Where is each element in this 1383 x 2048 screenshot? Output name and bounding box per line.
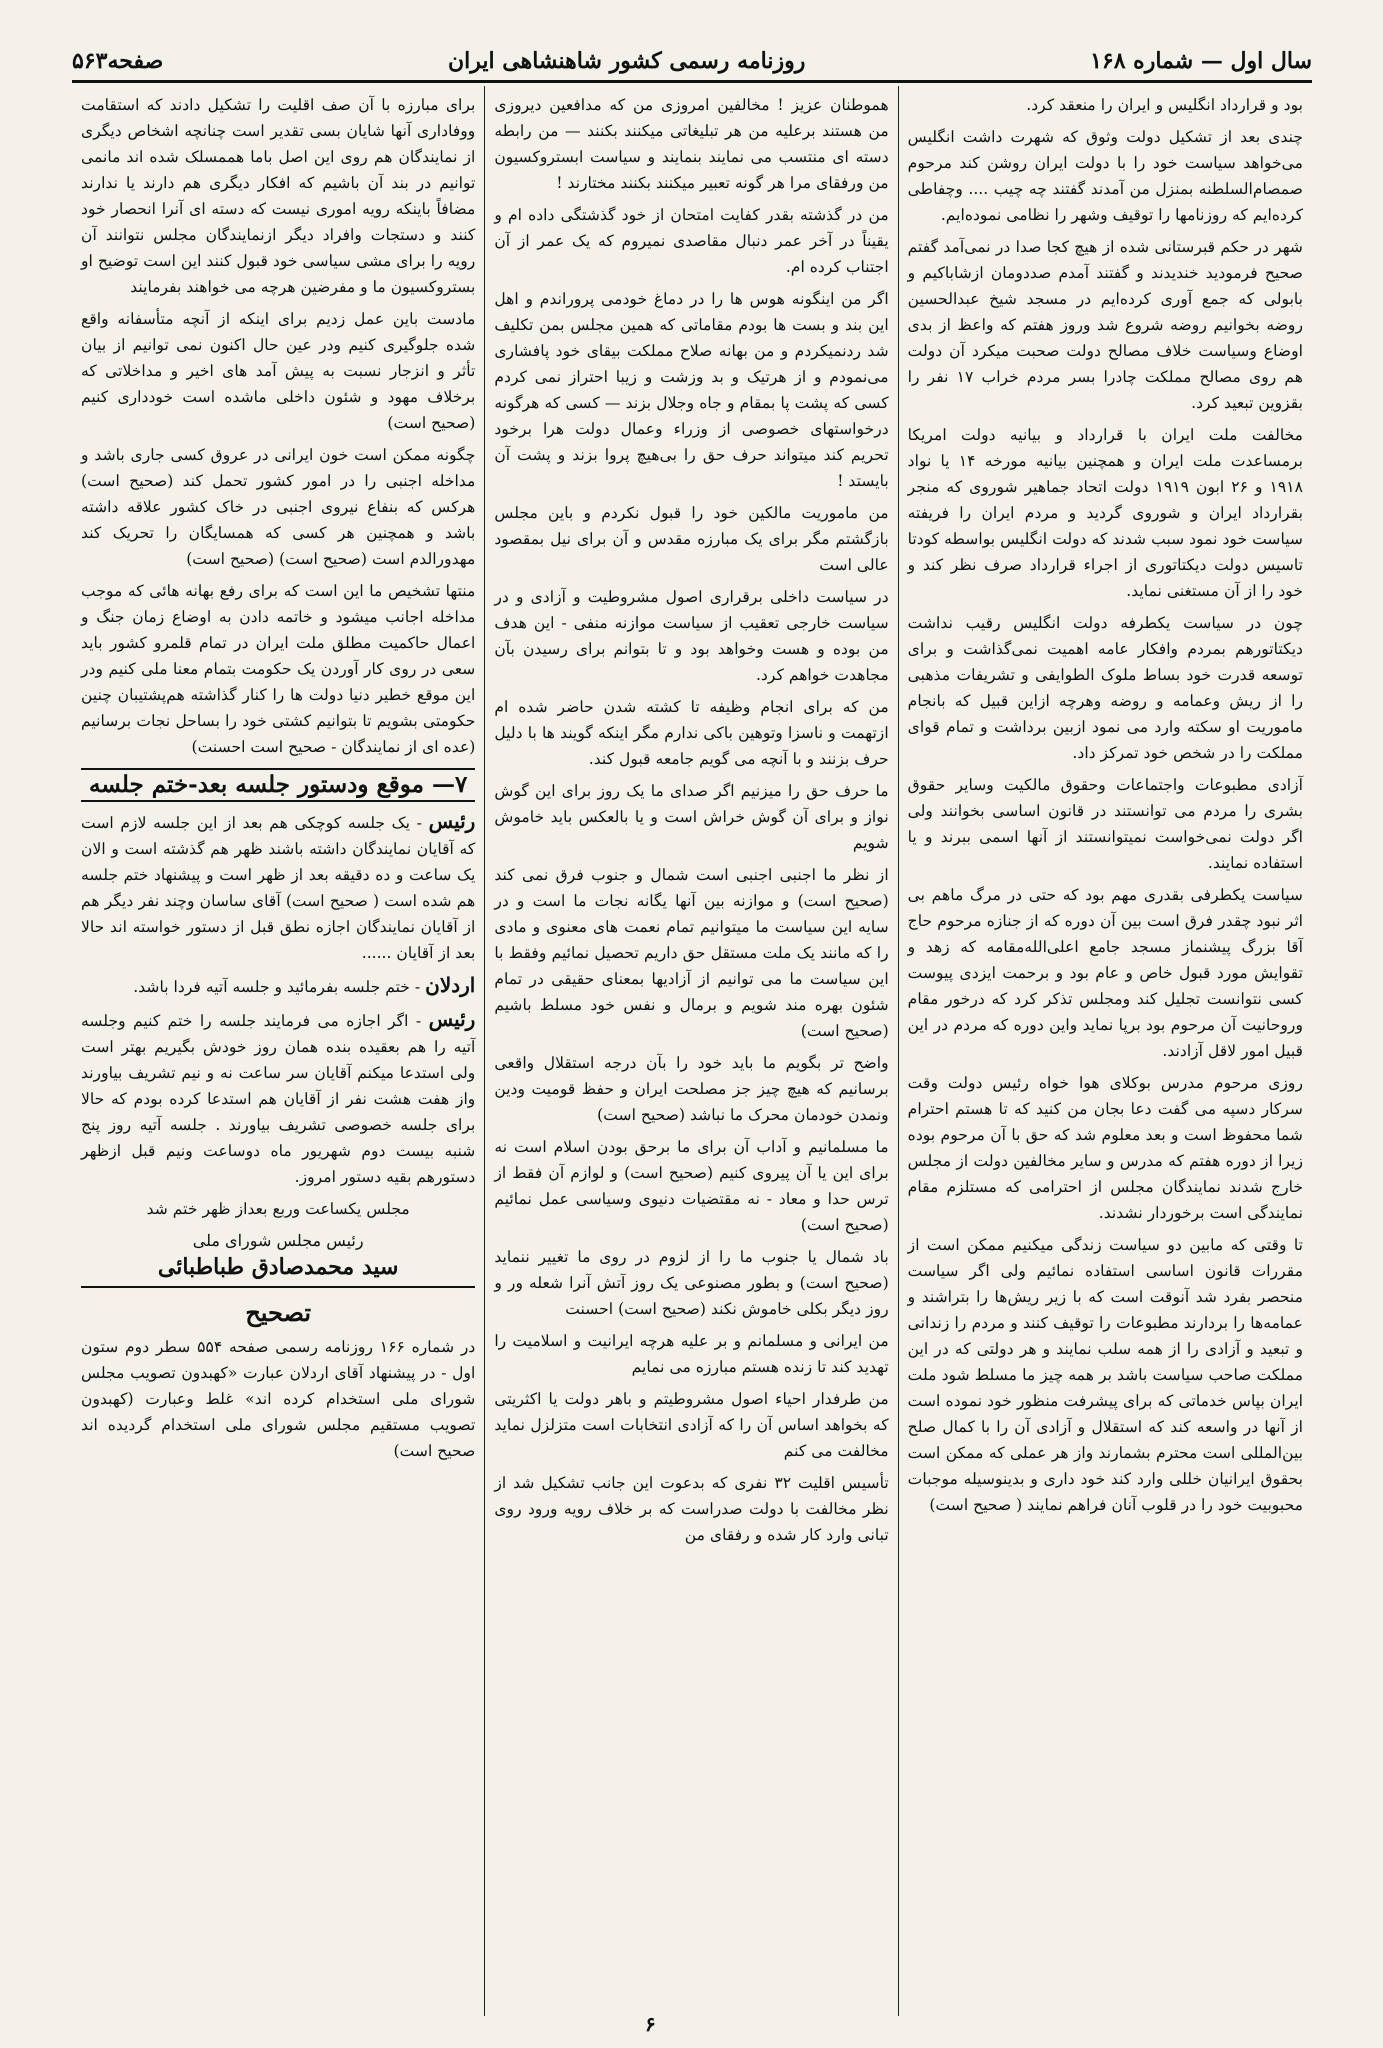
column-2 [485, 86, 898, 2016]
paragraph: ما حرف حق را میزنیم اگر صدای ما یک روز برای این گوش نواز و برای آن گوش خراش است و یا بالعکس باید خاموش شویم [494, 782, 889, 852]
speech [81, 808, 475, 966]
issue-info: سال اول — شماره ۱۶۸ [1090, 48, 1312, 74]
speech [81, 972, 475, 1000]
speaker-name: رئیس [428, 809, 476, 833]
paragraph: باد شمال یا جنوب ما را از لزوم در روی ما تغییر ننماید (صحیح است) و بطور مصنوعی یک روز آتش آنرا شعله ور و روز دیگر بکلی خاموش نکند (صحیح است) احسنت [494, 1248, 889, 1318]
signatory-name: سید محمدصادق طباطبائی [81, 1254, 475, 1288]
correction-title: تصحیح [245, 1298, 312, 1327]
text-columns [72, 86, 1312, 2016]
speaker-name: اردلان [425, 973, 476, 997]
speech-text: - یک جلسه کوچکی هم بعد از این جلسه لازم است که آقایان نمایندگان داشته باشند ظهر هم گذشته است و الان یک ساعت و ده دقیقه بعد از ظهر است و پیشنهاد ختم جلسه هم شده است ( صحیح است) آقای ساسان وچند نفر دیگر هم از آقایان نمایندگان اجازه نطق قبل از دستور خواسته اند حالا بعد از آقایان ...... [81, 814, 476, 962]
speech-text: - ختم جلسه بفرمائید و جلسه آتیه فردا باشد. [133, 978, 421, 996]
paragraph: شهر در حکم قبرستانی شده از هیچ کجا صدا در نمی‌آمد گفتم صحیح فرمودید خندیدند و گفتند آمدم صددومان ازشاباکیم و بابولی که جمع آوری کرده‌ایم در مسجد شیخ عبدالحسین روضه بخوانیم روضه شروع شد وروز هفتم که واعظ از بدی اوضاع وسیاست خلاف مصالح دولت صحبت میکرد آن دولت هم روی مصالح مملکت چادرا بسر مردم خراب ۱۷ نفر را بقزوین تبعید کرد. [907, 238, 1303, 412]
speech-text: - اگر اجازه می فرمایند جلسه را ختم کنیم وجلسه آتیه را هم بعقیده بنده همان روز خودش بگیریم بهتر است ولی استدعا میکنم آقایان سر ساعت نه و نیم تشریف بیاورند واز هفت هشت نفر از آقایان هم استدعا کرده بودم که حالا برای جلسه خصوصی تشریف بیاورند . جلسه آتیه روز پنج شنبه بیست دوم شهریور ماه دوساعت ونیم قبل ازظهر دستورهم بقیه دستور امروز. [81, 1012, 476, 1186]
paragraph: برای مبارزه با آن صف اقلیت را تشکیل دادند که استقامت ووفاداری آنها شایان بسی تقدیر است چنانچه اشخاص دیگری از نمایندگان هم روی این اصل باما هممسلک شده اند مانمی توانیم در بند آن باشیم که افکار دیگری هم دارند یا ندارند مضافاً باینکه رویه اموری نیست که دسته ای آنرا انحصار خود کنند و دستجات وافراد دیگر ازنمایندگان مجلس نتوانند آن رویه را برای مشی سیاسی خود قبول کنند این است توضیح او بستروکسیون ما و مفرضین هرچه می خواهند بفرمایند [81, 96, 476, 296]
paragraph: منتها تشخیص ما این است که برای رفع بهانه هائی که موجب مداخله اجانب میشود و خاتمه دادن به اوضاع زمان جنگ و اعمال حاکمیت مطلق ملت ایران در تمام قلمرو کشور باید سعی در روی کار آوردن یک حکومت بتمام معنا ملی کنیم ودر این موقع خطیر دنیا دولت ها را کنار گذاشته هم‌پشتیبان چنین حکومتی بشویم تا بتوانیم کشتی خود را بساحل نجات برسانیم (عده ای از نمایندگان - صحیح است احسنت) [81, 582, 476, 756]
speech [81, 1006, 475, 1190]
correction-text: در شماره ۱۶۶ روزنامه رسمی صفحه ۵۵۴ سطر دوم ستون اول - در پیشنهاد آقای اردلان عبارت «کهبدون تصویب مجلس شورای ملی استخدام کرده اند» غلط وعبارت (کهبدون تصویب مستقیم مجلس شورای ملی استخدام گردیده اند صحیح است) [81, 1338, 476, 1460]
newspaper-title: روزنامه رسمی کشور شاهنشاهی ایران [447, 48, 806, 74]
closing-note: مجلس یکساعت وربع بعداز ظهر ختم شد [146, 1200, 410, 1218]
section-heading: ۷— موقع ودستور جلسه بعد-ختم جلسه [81, 768, 475, 802]
paragraph: تأسیس اقلیت ۳۲ نفری که بدعوت این جانب تشکیل شد از نظر مخالفت با دولت صدراست که بر خلاف رویه ورود روی تبانی وارد کار شده و رفقای من [494, 1474, 889, 1544]
paragraph: چون در سیاست یکطرفه دولت انگلیس رقیب نداشت دیکتاتورهم بمردم وافکار عامه اهمیت نمی‌گذاشت و برای توسعه قدرت خود بساط ملوک الطوایفی و تشریفات مذهبی را از ریش وعمامه و روضه وهرچه ازاین قبیل که بانجام ماموریت او سکته وارد می نمود ازبین برداشت و تمام قوای مملکت را در شخص خود تمرکز داد. [907, 614, 1303, 762]
paragraph: مادست باین عمل زدیم برای اینکه از آنچه متأسفانه واقع شده جلوگیری کنیم ودر عین حال اکنون نمی توانیم از بیان تأثر و انزجار نسبت به پیش آمد های اخیر و مداخلاتی که برخلاف مهود و شئون داخلی ماشده است خودداری کنیم (صحیح است) [81, 310, 476, 432]
paragraph: چگونه ممکن است خون ایرانی در عروق کسی جاری باشد و مداخله اجنبی را در امور کشور تحمل کند (صحیح است) هرکس که بنفاع نیروی اجنبی در خاک کشور علاقه داشته باشد و همچنین هر کسی که همسایگان را تحریک کند مهدورالدم است (صحیح است) (صحیح است) [81, 446, 476, 568]
paragraph: تا وقتی که مابین دو سیاست زندگی میکنیم ممکن است از مقررات قانون اساسی استفاده نمائیم ولی اگر سیاست منحصر بفرد شد آنوقت است که با زیر ریش‌ها را بتراشند و عمامه‌ها را بردارند مطبوعات را توقیف کنند و مردم را زندانی و تبعید و آزادی را از همه سلب نمایند و هر دولتی که در این مملکت صاحب سیاست باشد بر همه چیز ما مسلط شود ملت ایران بپاس خدماتی که برای پیشرفت منظور خود نموده است از آنها در واسعه کند که استقلال و آزادی آن را با کمال صلح بین‌المللی است محترم بشمارند واز هر عملی که ممکن است بحقوق ایرانیان خللی وارد کند خود داری و بدینوسیله موجبات محبوبیت خود را در قلوب آنان فراهم نمایند ( صحیح است) [907, 1236, 1303, 1514]
paragraph: ما مسلمانیم و آداب آن برای ما برحق بودن اسلام است نه برای این یا آن پیروی کنیم (صحیح است) و لوازم آن فقط از ترس حدا و معاد - نه مقتضیات دنیوی وسیاسی عمل نمائیم (صحیح است) [494, 1138, 889, 1234]
column-3 [72, 86, 485, 2016]
paragraph: از نظر ما اجنبی اجنبی است شمال و جنوب فرق نمی کند (صحیح است) و موازنه بین آنها یگانه نجات ما است و در سایه این سیاست ما میتوانیم تمام نعمت های معنوی و مادی را که مانند یک ملت مستقل حق داریم تحصیل نمائیم وفقط با این سیاست ما می توانیم از آزادیها بمعنای حقیقی در تمام شئون بهره مند شویم و برمال و نفس خود مسلط باشیم (صحیح است) [494, 866, 889, 1040]
paragraph: روزی مرحوم مدرس بوکلای هوا خواه رئیس دولت وقت سرکار دسپه می گفت دعا بجان من کنید که تا هستم احترام شما محفوظ است و بعد معلوم شد که حق با آن مرحوم بوده زیرا از دوره هفتم که مدرس و سایر مخالفین دولت از مجلس خارج شدند نمایندگان مجلس از احترامی که مستلزم مقام نمایندگی است برخوردار نشدند. [907, 1074, 1303, 1222]
paragraph: اگر من اینگونه هوس ها را در دماغ خودمی پروراندم و اهل این بند و بست ها بودم مقاماتی که همین مجلس بمن تکلیف شد ردنمیکردم و من بهانه صلاح مملکت بیقای خود پافشاری می‌نمودم و از هرتیک و بد وزشت و زیبا احتراز نمی کردم کسی که پشت پا بمقام و جاه وجلال بزند — کسی که هرگونه درخواستهای خصوصی از وزراء وعمال دولت هرا برخود تحریم کند میتواند حرف حق را بی‌هیچ پروا بزند و پشت آن بایستد ! [494, 290, 889, 490]
column-1 [899, 86, 1312, 2016]
paragraph: من که برای انجام وظیفه تا کشته شدن حاضر شده ام ازتهمت و ناسزا وتوهین باکی ندارم مگر اینکه گویند ها با دلیل حرف بزنند و با آنچه می گویم جامعه قبول کند. [494, 698, 889, 768]
paragraph: در سیاست داخلی برقراری اصول مشروطیت و آزادی و در سیاست خارجی تعقیب از سیاست موازنه منفی - این هدف من بوده و هست وخواهد بود و تا بتوانم برای رسیدن بآن مجاهدت خواهم کرد. [494, 588, 889, 684]
paragraph: هموطنان عزیز ! مخالفین امروزی من که مدافعین دیروزی من هستند برعلیه من هر تبلیغاتی میکنند بکنند — من رابطه دسته ای منتسب می نمایند بنمایند و سیاست ابستروکسیون من ورفقای مرا هر گونه تعبیر میکنند بکنند مختارند ! [494, 96, 889, 192]
paragraph: آزادی مطبوعات واجتماعات وحقوق مالکیت وسایر حقوق بشری را مردم می توانستند در قانون اساسی بخوانند ولی اگر دولت نمی‌خواست نمیتوانستند از آنها اسمی ببرند و یا استفاده نمایند. [907, 776, 1303, 872]
paragraph: چندی بعد از تشکیل دولت وثوق که شهرت داشت انگلیس می‌خواهد سیاست خود را با دولت ایران روشن کند مرحوم صمصام‌السلطنه بمنزل من آمدند گفتند چه چیب .... وچفاطی کرده‌ایم که روزنامها را توقیف وشهر را نظامی نموده‌ایم. [907, 128, 1303, 224]
page-label: صفحه۵۶۳ [72, 48, 164, 74]
paragraph: من ماموریت مالکین خود را قبول نکردم و باین مجلس بازگشتم مگر برای یک مبارزه مقدس و آن برای نیل بمقصود عالی است [494, 504, 889, 574]
masthead [72, 28, 1312, 83]
signatory-role: رئیس مجلس شورای ملی [192, 1231, 364, 1250]
speaker-name: رئیس [428, 1007, 476, 1031]
page-number: ۶ [645, 2012, 656, 2036]
paragraph: من ایرانی و مسلمانم و بر علیه هرچه ایرانیت و اسلامیت را تهدید کند تا زنده هستم مبارزه می نمایم [494, 1332, 889, 1376]
paragraph: واضح تر بگویم ما باید خود را بآن درجه استقلال واقعی برسانیم که هیچ چیز جز مصلحت ایران و حفظ قومیت ودین ونمدن خودمان محرک ما نباشد (صحیح است) [494, 1054, 889, 1124]
paragraph: بود و قرارداد انگلیس و ایران را منعقد کرد. [1026, 96, 1303, 114]
paragraph: من در گذشته بقدر کفایت امتحان از خود گذشتگی داده ام و یقیناً در آخر عمر دنبال مقاصدی نمیروم که یک عمر از آن اجتناب کرده ام. [494, 206, 889, 276]
paragraph: مخالفت ملت ایران با قرارداد و بیانیه دولت امریکا برمساعدت ملت ایران و همچنین بیانیه مورخه ۱۴ یا نواد ۱۹۱۸ و ۲۶ ابون ۱۹۱۹ دولت اتحاد جماهیر شوروی که منجر بقرارداد ایران و شوروی گردید و مردم ایران را فریفته سیاست خود نمود سبب شدند که دولت انگلیس بواسطه کودتا تاسیس دولت دیکتاتوری از اجراء قرارداد صرف نظر کند و خود را از آن مستغنی نماید. [907, 426, 1303, 600]
paragraph: سیاست یکطرفی بقدری مهم بود که حتی در مرگ ماهم بی اثر نبود چقدر فرق است بین آن دوره که از جنازه مرحوم حاج آقا بزرگ پیشنماز مسجد جامع اعلی‌الله‌مقامه که زهد و تقوایش مورد قبول خاص و عام بود و برحمت ایزدی پیوست کسی نتوانست تجلیل کند ومجلس تذکر کرد که درخور مقام وروحانیت آن مرحوم بود برپا نماید واین دوره که مردم در این قبیل امور لاقل آزادند. [907, 886, 1303, 1060]
paragraph: من طرفدار احیاء اصول مشروطیتم و باهر دولت یا اکثریتی که بخواهد اساس آن را که آزادی انتخابات است متزلزل نماید مخالفت می کنم [494, 1390, 889, 1460]
signature-block [81, 1228, 475, 1288]
